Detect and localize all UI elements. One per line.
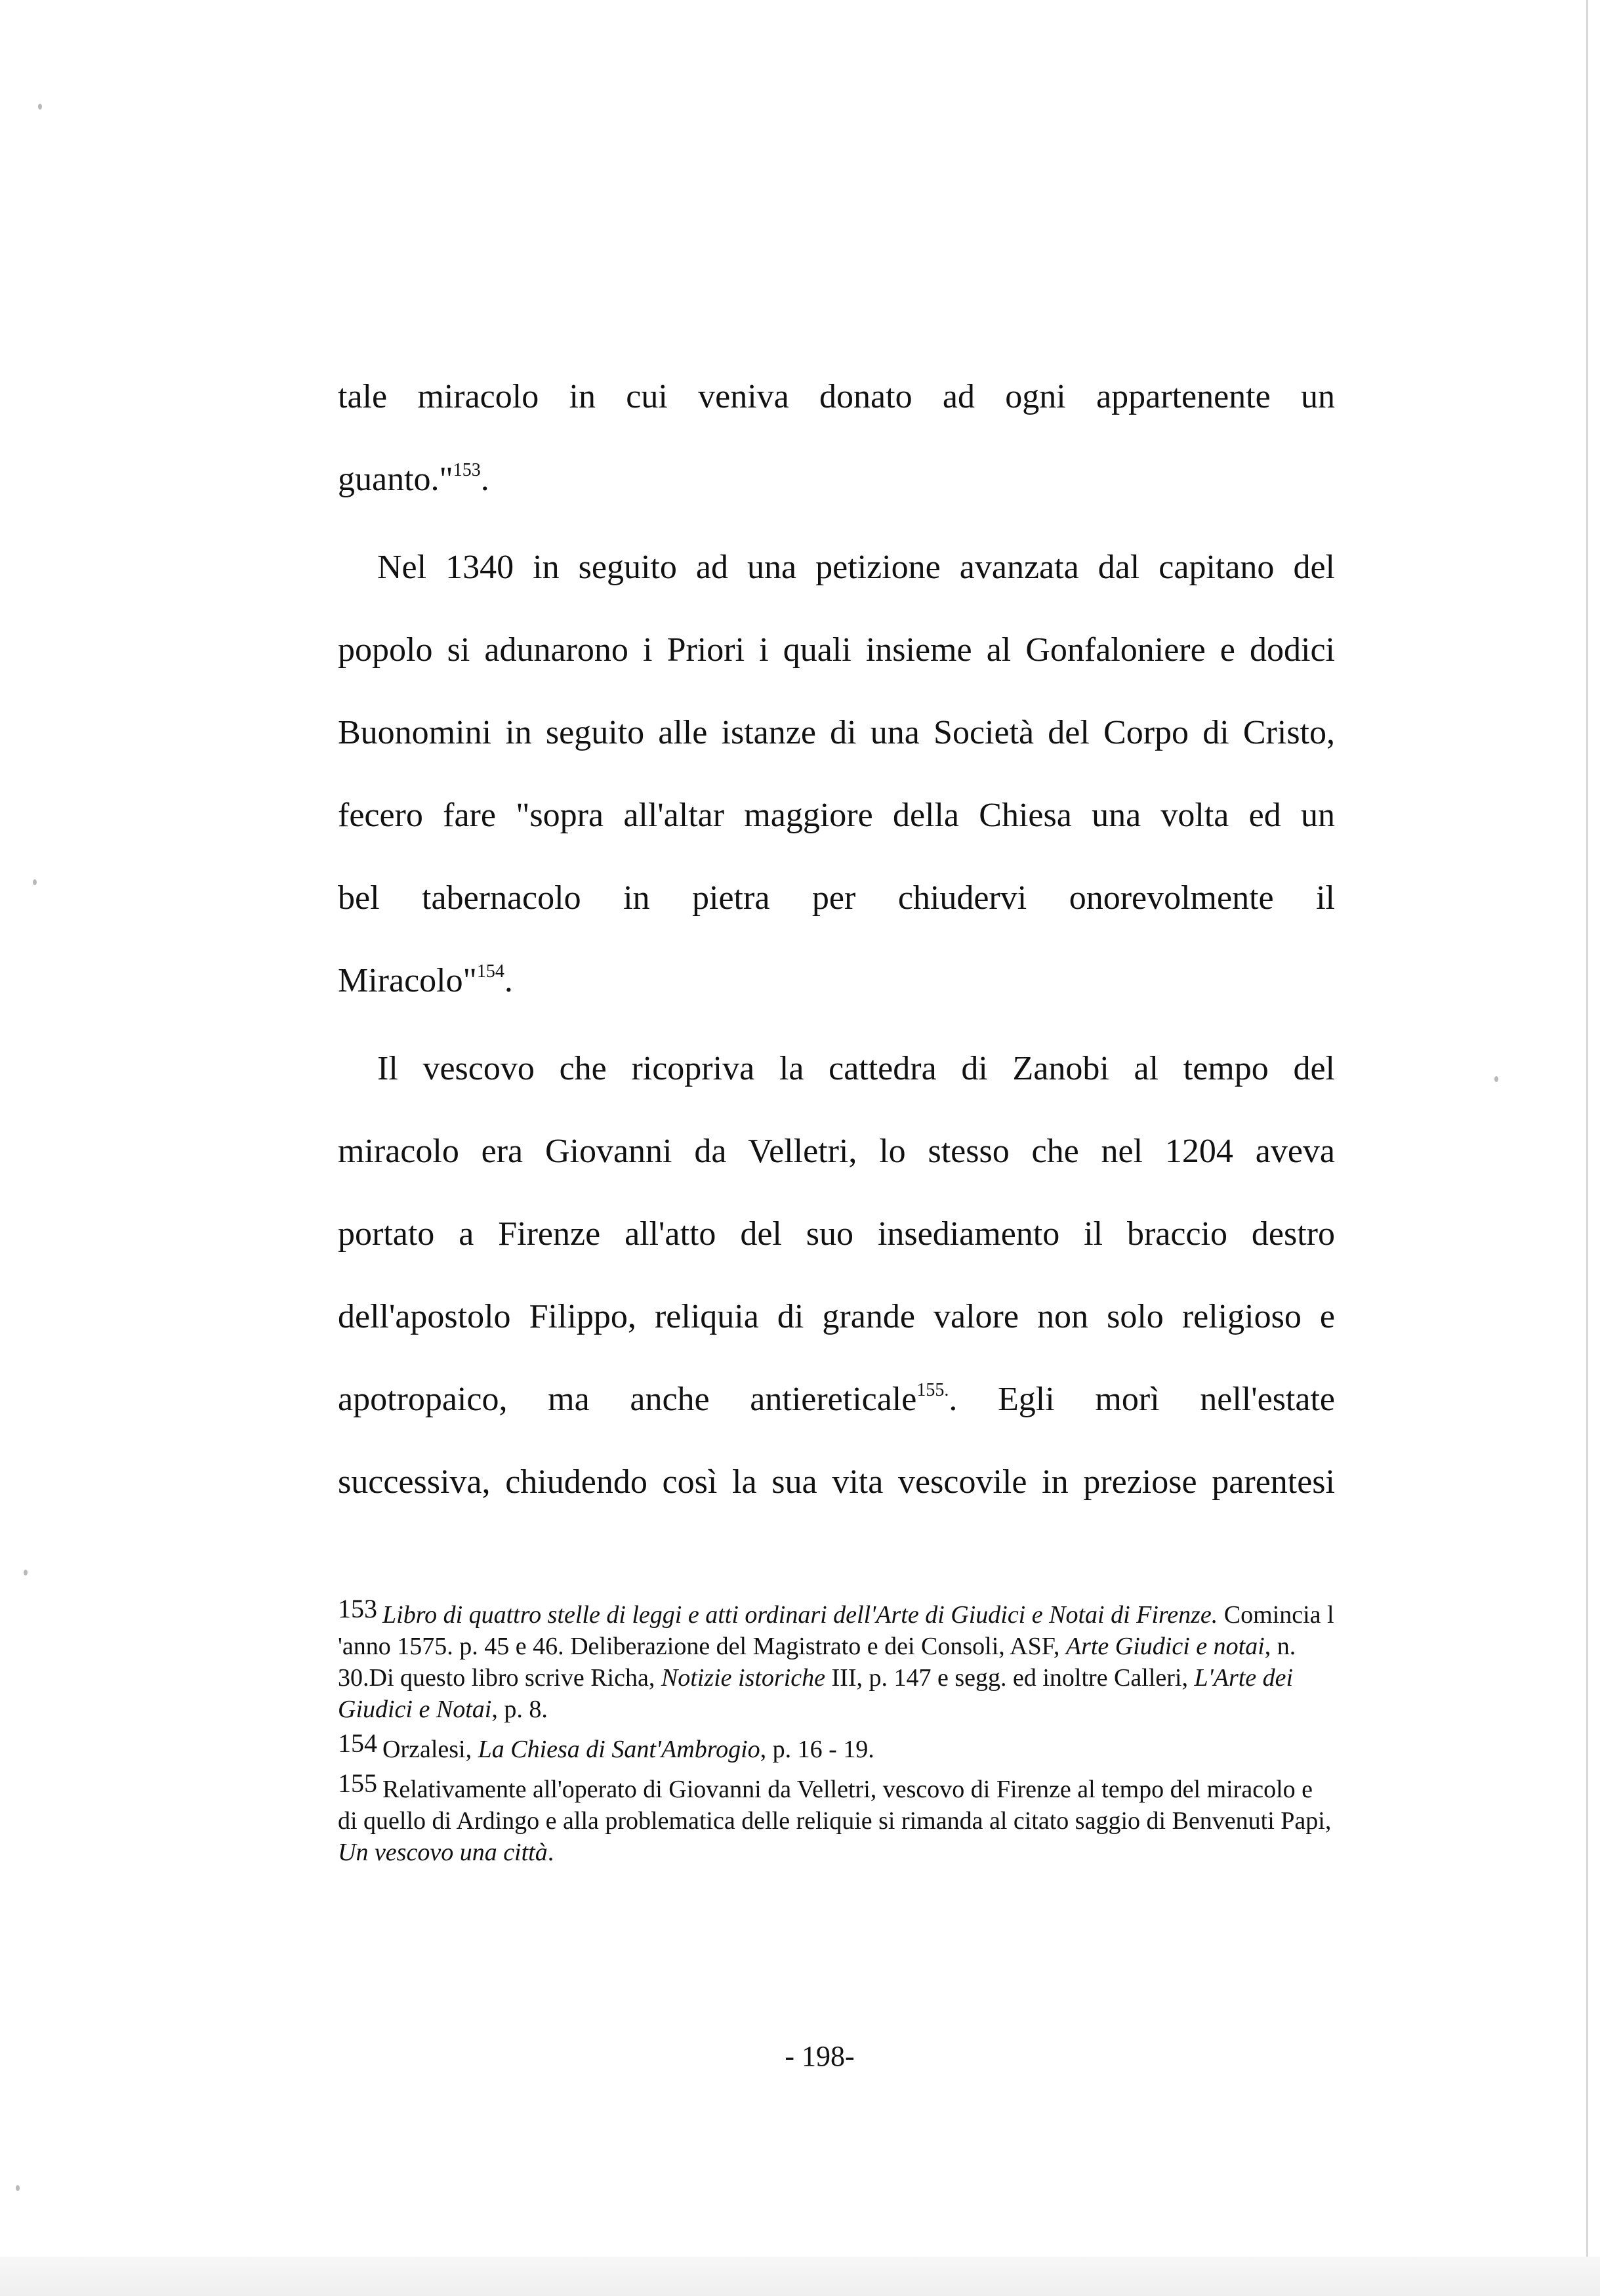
text-line: Buonomini in seguito alle istanze di una Società del Corpo di Cristo, — [338, 714, 1335, 751]
text-line: Miracolo"$^{154}$. — [338, 961, 513, 999]
text-line: popolo si adunarono i Priori i quali insieme al Gonfaloniere e dodici — [338, 631, 1335, 669]
footnote-number: 155 — [338, 1768, 377, 1798]
page-edge-shadow — [1586, 0, 1588, 2257]
text-line: portato a Firenze all'atto del suo insediamento il braccio destro — [338, 1215, 1335, 1253]
text-line: fecero fare "sopra all'altar maggiore della Chiesa una volta ed un — [338, 797, 1335, 834]
text-line: tale miracolo in cui veniva donato ad ogni appartenente un — [338, 378, 1335, 415]
footnote-ref: 154 — [476, 961, 504, 982]
scan-speck — [1494, 1076, 1498, 1082]
footnote-number: 154 — [338, 1728, 377, 1758]
text-line: Nel 1340 in seguito ad una petizione avanzata dal capitano del — [377, 549, 1335, 586]
text-line: bel tabernacolo in pietra per chiudervi onorevolmente il — [338, 879, 1335, 917]
text-line: miracolo era Giovanni da Velletri, lo stesso che nel 1204 aveva — [338, 1133, 1335, 1170]
footnote-154: 154 Orzalesi, La Chiesa di Sant'Ambrogio, p. 16 - 19. — [338, 1728, 874, 1763]
text-line: dell'apostolo Filippo, reliquia di grande valore non solo religioso e — [338, 1298, 1335, 1335]
body-text — [338, 361, 1335, 1529]
page-number: - 198- — [785, 2040, 855, 2072]
text-line: apotropaico, ma anche antiereticale$^{155.}$. Egli morì nell'estate — [338, 1380, 1335, 1418]
scan-speck — [24, 1570, 28, 1576]
text-line: guanto."$^{153}$. — [338, 460, 489, 498]
scan-speck — [38, 104, 42, 110]
footnotes — [338, 1593, 1335, 1871]
footnote-ref: 155. — [916, 1380, 949, 1400]
text-line: successiva, chiudendo così la sua vita vescovile in preziose parentesi — [338, 1463, 1335, 1501]
footnote-155: 155 Relativamente all'operato di Giovanni da Velletri, vescovo di Firenze al tempo del miracolo e di quello di Ardingo e alla problematica delle reliquie si rimanda al citato saggio di Benvenuti Papi, Un vescovo una città. — [338, 1768, 1332, 1866]
scan-bottom-edge — [0, 2257, 1600, 2296]
footnote-number: 153 — [338, 1594, 377, 1623]
scan-speck — [33, 879, 37, 885]
footnote-ref: 153 — [453, 460, 481, 480]
footnote-153: 153 Libro di quattro stelle di leggi e atti ordinari dell'Arte di Giudici e Notai di Firenze. Comincia l 'anno 1575. p. 45 e 46. Deliberazione del Magistrato e dei Consoli, ASF, Arte Giudici e notai, n. 30.Di questo libro scrive Richa, Notizie istoriche III, p. 147 e segg. ed inoltre Calleri, L'Arte dei Giudici e Notai, p. 8. — [338, 1594, 1334, 1723]
text-line: Il vescovo che ricopriva la cattedra di Zanobi al tempo del — [377, 1050, 1335, 1087]
scan-speck — [16, 2185, 20, 2191]
